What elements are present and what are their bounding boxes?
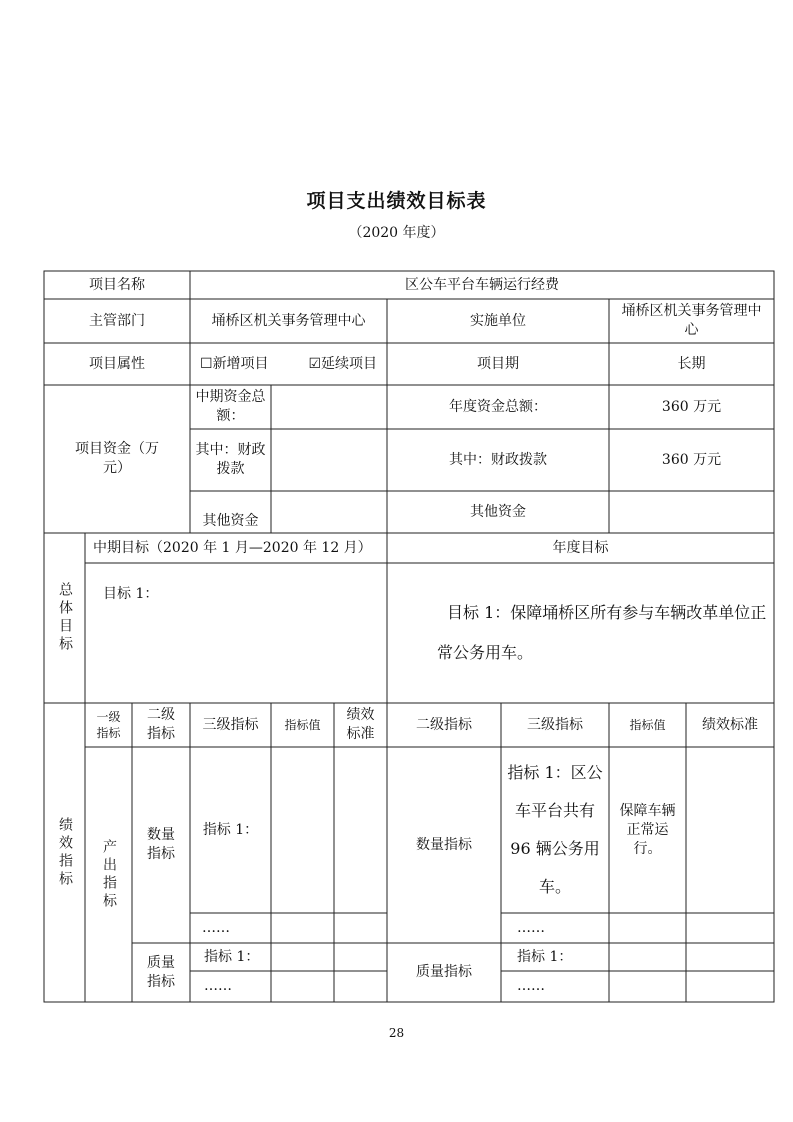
quantity-more: …… [202, 919, 230, 936]
header-value: 指标值 [284, 718, 321, 732]
annual-goal-header: 年度目标 [552, 539, 609, 556]
mid-other-label: 其他资金 [202, 513, 259, 529]
quantity-value-annual: 保障车辆正常运行。 [619, 802, 676, 857]
continued-project-label: 延续项目 [321, 355, 377, 372]
year-subtitle: （2020 年度） [348, 225, 445, 241]
quantity-ind1: 指标 1： [202, 821, 259, 838]
new-project-checkbox[interactable]: ☐ [200, 355, 213, 372]
overall-goal-label: 总体目标 [57, 582, 73, 654]
new-project-label: 新增项目 [212, 355, 269, 372]
quality-ind1-annual: 指标 1： [517, 948, 573, 965]
header-level2-annual: 二级指标 [416, 716, 472, 733]
project-name-value: 区公车平台车辆运行经费 [405, 276, 559, 293]
dept-value: 埇桥区机关事务管理中心 [211, 312, 366, 329]
project-name-label: 项目名称 [89, 276, 145, 293]
continued-project-checkbox[interactable]: ☑ [308, 355, 321, 372]
impl-unit-value: 埇桥区机关事务管理中心 [621, 303, 762, 338]
header-standard: 绩效标准 [346, 707, 375, 742]
header-level3: 三级指标 [202, 716, 259, 733]
annual-other-label: 其他资金 [470, 503, 526, 520]
quality-ind1: 指标 1： [204, 948, 260, 965]
quality-more-annual: …… [517, 978, 545, 994]
perf-indicator-label: 绩效指标 [57, 816, 73, 889]
funds-label: 项目资金（万元） [75, 441, 159, 476]
quality-more: …… [204, 978, 232, 994]
dept-label: 主管部门 [89, 312, 145, 329]
attribute-options [190, 343, 387, 385]
period-value: 长期 [677, 355, 706, 372]
impl-unit-label: 实施单位 [470, 312, 526, 329]
quantity-ind1-annual: 指标 1：区公车平台共有 96 辆公务用车。 [507, 763, 603, 896]
quality-indicator-label: 质量指标 [147, 954, 175, 990]
quantity-indicator-label: 数量指标 [147, 827, 175, 862]
header-value-annual: 指标值 [629, 718, 666, 732]
header-level1: 一级指标 [96, 710, 121, 740]
mid-goal-text: 目标 1： [103, 586, 159, 602]
annual-fiscal-label: 其中：财政拨款 [449, 451, 547, 468]
header-level3-annual: 三级指标 [527, 716, 583, 733]
annual-total-value: 360 万元 [661, 398, 722, 415]
page-title: 项目支出绩效目标表 [306, 190, 487, 212]
quantity-indicator-label-annual: 数量指标 [416, 836, 472, 853]
page-number: 28 [388, 1026, 405, 1040]
mid-goal-header: 中期目标（2020 年 1 月—2020 年 12 月） [93, 539, 372, 556]
header-standard-annual: 绩效标准 [702, 716, 758, 733]
mid-total-label: 中期资金总额： [195, 389, 266, 424]
mid-fiscal-label: 其中：财政拨款 [195, 442, 266, 477]
annual-total-label: 年度资金总额： [449, 398, 547, 415]
attribute-label: 项目属性 [89, 355, 145, 372]
annual-goal-text: 目标 1：保障埇桥区所有参与车辆改革单位正常公务用车。 [437, 603, 767, 662]
period-label: 项目期 [477, 355, 519, 372]
quality-indicator-label-annual: 质量指标 [416, 964, 472, 980]
quantity-more-annual: …… [517, 919, 545, 936]
output-indicator-label: 产出指标 [101, 838, 117, 911]
annual-fiscal-value: 360 万元 [661, 451, 722, 468]
header-level2: 二级指标 [147, 707, 175, 742]
